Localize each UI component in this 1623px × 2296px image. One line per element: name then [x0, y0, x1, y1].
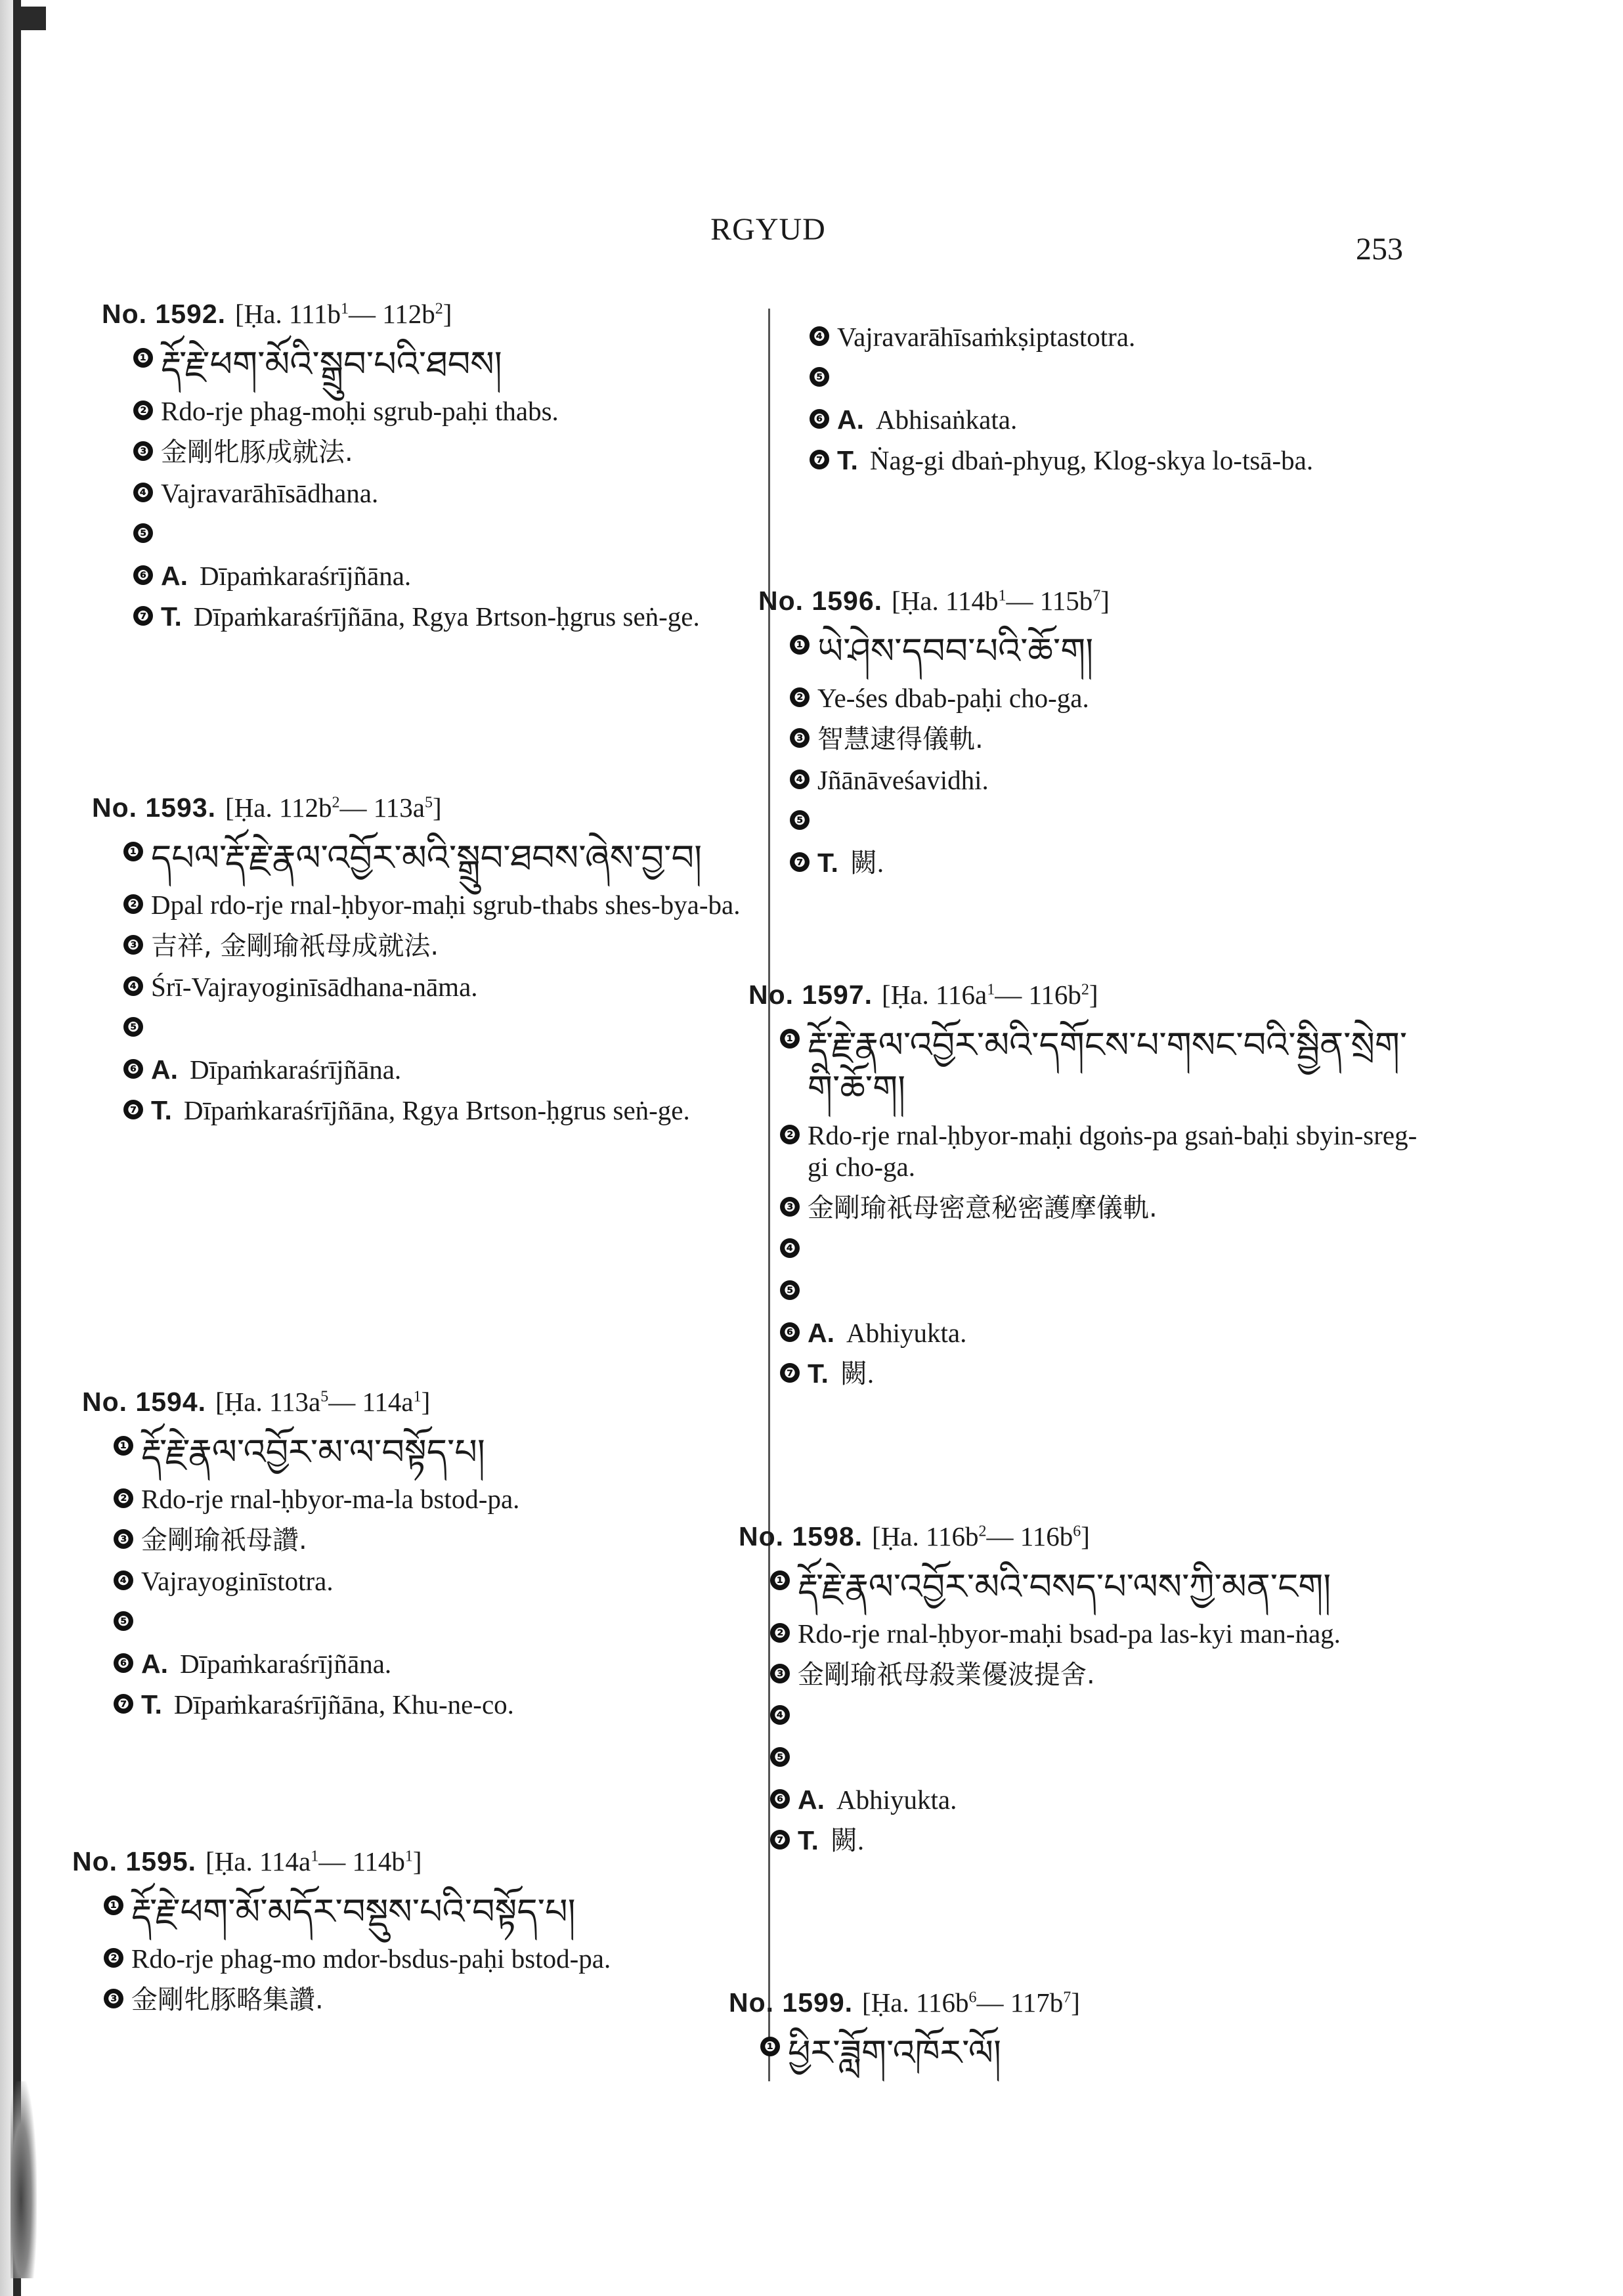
entry-field: [739, 1618, 1408, 1649]
field-text: 闕.: [850, 848, 884, 878]
tibetan-title: ཕྱིར་ཟློག་འཁོར་ལོ།: [788, 2032, 1001, 2073]
field-marker: ❹: [114, 1570, 133, 1590]
entry-field: [92, 1094, 762, 1126]
field-marker: ❹: [790, 769, 810, 789]
folio-reference: [Ḥa. $112b^2—$ $113a^5$]: [225, 792, 442, 823]
folio-line: 1: [311, 1848, 319, 1865]
entry-field: [758, 805, 1428, 838]
folio-line: 6: [1073, 1523, 1081, 1540]
entry-number: No. 1594.: [82, 1387, 207, 1417]
field-text: Śrī-Vajrayoginīsādhana-nāma.: [151, 972, 478, 1002]
entry-field: [748, 1275, 1418, 1308]
entry-field: [82, 1648, 752, 1679]
field-marker: ❷: [104, 1948, 123, 1968]
entry-number: No. 1598.: [739, 1521, 863, 1551]
field-text: Rdo-rje phag-mo mdor-bsdus-paḥi bstod-pa.: [131, 1943, 611, 1974]
field-marker: ❶: [790, 635, 810, 655]
field-marker: ❸: [123, 935, 143, 955]
folio-line: 1: [987, 981, 995, 999]
field-text: Ṅag-gi dbaṅ-phyug, Klog-skya lo-tsā-ba.: [869, 445, 1314, 475]
field-marker: ❸: [770, 1664, 790, 1683]
catalog-entry: [102, 294, 771, 632]
field-text: Dīpaṁkaraśrījñāna.: [190, 1054, 402, 1085]
field-marker: ❼: [810, 450, 829, 469]
catalog-entry: [748, 975, 1418, 1389]
folio-line: 5: [424, 794, 433, 812]
entry-field: [82, 1431, 752, 1474]
entry-number: No. 1599.: [729, 1987, 854, 2018]
field-text: Vajrayoginīstotra.: [141, 1566, 334, 1596]
catalog-entry: [72, 1842, 742, 2016]
field-text: Rdo-rje rnal-ḥbyor-ma-la bstod-pa.: [141, 1484, 520, 1514]
field-marker: ❶: [770, 1570, 790, 1590]
entry-field: [758, 682, 1428, 714]
entry-field: [102, 560, 771, 592]
field-marker: ❼: [780, 1363, 800, 1383]
entry-field: [92, 1054, 762, 1085]
entry-number: No. 1597.: [748, 980, 873, 1010]
field-label: A.: [798, 1785, 825, 1815]
entry-field: [748, 1119, 1418, 1182]
entry-field: [729, 2031, 1398, 2075]
field-text: Rdo-rje rnal-ḥbyor-maḥi bsad-pa las-kyi man-ṅag.: [798, 1618, 1341, 1649]
field-marker: ❷: [770, 1623, 790, 1643]
entry-field: [748, 1024, 1418, 1110]
folio-line: 2: [435, 300, 443, 318]
entry-field: [92, 889, 762, 921]
field-marker: ❶: [133, 348, 153, 368]
field-marker: ❸: [114, 1529, 133, 1549]
field-marker: ❷: [133, 401, 153, 420]
field-label: A.: [161, 561, 188, 591]
field-text: Vajravarāhīsādhana.: [161, 478, 379, 508]
field-marker: ❺: [790, 810, 810, 830]
scan-blot: [11, 2081, 37, 2278]
field-label: T.: [817, 848, 838, 878]
folio-reference: [Ḥa. $114a^1—$ $114b^1$]: [206, 1846, 422, 1876]
field-marker: ❸: [104, 1989, 123, 2008]
tibetan-title: རྡོ་རྗེ་རྣལ་འབྱོར་མའི་དགོངས་པ་གསང་བའི་སྦྱིན་སྲེག་གི་ཆོ་ག།: [808, 1024, 1408, 1109]
folio-line: 1: [998, 587, 1006, 605]
entry-field: [778, 362, 1448, 395]
field-marker: ❶: [780, 1029, 800, 1049]
chinese-title: 金剛瑜祇母讚.: [141, 1525, 307, 1555]
field-marker: ❸: [133, 441, 153, 461]
field-marker: ❸: [780, 1197, 800, 1217]
entry-field: [102, 601, 771, 632]
entry-field: [739, 1700, 1408, 1733]
entry-field: [92, 1012, 762, 1045]
entry-field: [72, 1983, 742, 2016]
folio-line: 2: [332, 794, 340, 812]
entry-field: [758, 630, 1428, 673]
chinese-title: 金剛牝豚略集讚.: [131, 1985, 324, 2015]
field-text: Ye-śes dbab-paḥi cho-ga.: [817, 683, 1089, 713]
field-marker: ❹: [123, 976, 143, 996]
folio-line: 1: [413, 1388, 422, 1406]
field-text: Jñānāveśavidhi.: [817, 765, 989, 795]
entry-heading: [92, 788, 762, 827]
entry-field: [778, 444, 1448, 476]
field-marker: ❶: [123, 842, 143, 861]
folio-line: 5: [320, 1388, 329, 1406]
field-marker: ❻: [133, 565, 153, 585]
field-marker: ❻: [780, 1322, 800, 1342]
field-text: Dpal rdo-rje rnal-ḥbyor-maḥi sgrub-thabs shes-bya-ba.: [151, 890, 741, 920]
catalog-entry: [729, 1983, 1398, 2075]
field-text: 闕.: [830, 1825, 865, 1855]
field-label: A.: [141, 1649, 168, 1679]
tibetan-title: རྡོ་རྗེ་ཕག་མོའི་སྒྲུབ་པའི་ཐབས།: [161, 343, 502, 385]
field-marker: ❶: [114, 1436, 133, 1456]
tibetan-title: རྡོ་རྗེ་རྣལ་འབྱོར་མའི་བསད་པ་ལས་ཀྱི་མན་ངག།: [798, 1566, 1331, 1607]
chinese-title: 金剛牝豚成就法.: [161, 437, 353, 467]
catalog-entry: [758, 581, 1428, 878]
folio-line: 1: [404, 1848, 413, 1865]
entry-number: No. 1592.: [102, 299, 227, 329]
field-marker: ❺: [780, 1280, 800, 1300]
field-text: Rdo-rje phag-moḥi sgrub-paḥi thabs.: [161, 396, 559, 426]
field-marker: ❻: [810, 409, 829, 429]
entry-field: [102, 518, 771, 551]
entry-field: [82, 1689, 752, 1720]
field-marker: ❶: [760, 2037, 780, 2056]
field-text: Dīpaṁkaraśrījñāna.: [180, 1649, 392, 1679]
entry-field: [739, 1565, 1408, 1609]
entry-number: No. 1596.: [758, 586, 883, 616]
field-label: T.: [161, 601, 182, 632]
tibetan-title: རྡོ་རྗེ་རྣལ་འབྱོར་མ་ལ་བསྟོད་པ།: [141, 1431, 485, 1473]
entry-field: [739, 1825, 1408, 1856]
entry-field: [758, 847, 1428, 878]
entry-field: [82, 1606, 752, 1639]
field-marker: ❷: [123, 894, 143, 914]
field-marker: ❶: [104, 1895, 123, 1915]
entry-field: [82, 1524, 752, 1556]
field-marker: ❺: [133, 523, 153, 543]
folio-reference: [Ḥa. $116b^2—$ $116b^6$]: [872, 1521, 1090, 1551]
entry-field: [102, 343, 771, 386]
field-label: T.: [151, 1095, 172, 1125]
entry-heading: [72, 1842, 742, 1881]
field-text: Dīpaṁkaraśrījñāna.: [200, 561, 412, 591]
entry-field: [739, 1658, 1408, 1691]
tibetan-title: དཔལ་རྡོ་རྗེ་རྣལ་འབྱོར་མའི་སྒྲུབ་ཐབས་ཞེས་བྱ་བ།: [151, 837, 703, 878]
field-text: Rdo-rje rnal-ḥbyor-maḥi dgoṅs-pa gsaṅ-baḥi sbyin-sreg-gi cho-ga.: [808, 1120, 1417, 1182]
entry-heading: [739, 1517, 1408, 1556]
tibetan-title: རྡོ་རྗེ་ཕག་མོ་མདོར་བསྡུས་པའི་བསྟོད་པ།: [131, 1891, 576, 1932]
field-text: Vajravarāhīsaṁkṣiptastotra.: [837, 322, 1136, 352]
field-marker: ❼: [770, 1830, 790, 1850]
entry-heading: [82, 1382, 752, 1421]
entry-field: [82, 1483, 752, 1515]
folio-reference: [Ḥa. $116a^1—$ $116b^2$]: [882, 980, 1098, 1010]
entry-field: [72, 1890, 742, 1934]
catalog-entry: [92, 788, 762, 1126]
field-text: Dīpaṁkaraśrījñāna, Rgya Brtson-ḥgrus seṅ-ge.: [193, 601, 700, 632]
entry-heading: [102, 294, 771, 334]
folio-line: 7: [1093, 587, 1101, 605]
field-marker: ❼: [114, 1694, 133, 1714]
field-label: T.: [798, 1825, 819, 1855]
folio-line: 2: [1081, 981, 1089, 999]
folio-reference: [Ḥa. $111b^1—$ $112b^2$]: [235, 299, 452, 329]
entry-number: No. 1593.: [92, 792, 217, 823]
folio-line: 2: [978, 1523, 987, 1540]
entry-heading: [729, 1983, 1398, 2022]
field-label: T.: [808, 1358, 829, 1389]
entry-field: [748, 1192, 1418, 1224]
catalog-entry: [739, 1517, 1408, 1856]
entry-field: [92, 836, 762, 880]
folio-line: 6: [968, 1989, 977, 2006]
entry-field: [102, 477, 771, 509]
field-marker: ❺: [810, 367, 829, 387]
field-marker: ❼: [123, 1100, 143, 1119]
entry-field: [758, 723, 1428, 755]
entry-field: [739, 1784, 1408, 1815]
field-text: Dīpaṁkaraśrījñāna, Khu-ne-co.: [173, 1689, 514, 1720]
entry-field: [82, 1565, 752, 1597]
field-marker: ❻: [123, 1059, 143, 1079]
folio-reference: [Ḥa. $114b^1—$ $115b^7$]: [892, 586, 1110, 616]
tibetan-title: ཡེ་ཤེས་དབབ་པའི་ཆོ་ག།: [817, 630, 1094, 672]
folio-reference: [Ḥa. $116b^6—$ $117b^7$]: [862, 1987, 1080, 2018]
running-header: RGYUD: [710, 212, 826, 247]
field-text: Abhisaṅkata.: [876, 404, 1018, 435]
entry-field: [102, 395, 771, 427]
field-text: Dīpaṁkaraśrījñāna, Rgya Brtson-ḥgrus seṅ-ge.: [183, 1095, 690, 1125]
field-label: A.: [151, 1054, 178, 1085]
field-marker: ❻: [114, 1653, 133, 1673]
field-text: Abhiyukta.: [836, 1785, 957, 1815]
entry-field: [758, 764, 1428, 796]
entry-field: [739, 1742, 1408, 1775]
folio-line: 7: [1063, 1989, 1071, 2006]
field-marker: ❷: [780, 1125, 800, 1144]
field-marker: ❺: [114, 1611, 133, 1631]
scan-binding-bar: [13, 0, 21, 2296]
catalog-entry: [778, 312, 1448, 476]
scan-corner-mark: [13, 7, 46, 30]
field-marker: ❹: [770, 1705, 790, 1725]
field-marker: ❼: [133, 606, 153, 626]
field-marker: ❸: [790, 728, 810, 748]
entry-field: [92, 930, 762, 962]
field-marker: ❺: [770, 1747, 790, 1767]
folio-line: 1: [340, 300, 349, 318]
folio-reference: [Ḥa. $113a^5—$ $114a^1$]: [215, 1387, 431, 1417]
chinese-title: 吉祥, 金剛瑜祇母成就法.: [151, 931, 439, 961]
page-number: 253: [1356, 232, 1403, 267]
field-label: A.: [808, 1318, 834, 1348]
field-marker: ❹: [810, 326, 829, 346]
entry-field: [72, 1943, 742, 1974]
entry-field: [92, 971, 762, 1003]
entry-heading: [748, 975, 1418, 1014]
field-marker: ❺: [123, 1017, 143, 1037]
entry-field: [748, 1233, 1418, 1266]
field-marker: ❷: [114, 1488, 133, 1508]
field-marker: ❻: [770, 1789, 790, 1809]
entry-heading: [758, 581, 1428, 620]
field-text: Abhiyukta.: [846, 1318, 967, 1348]
field-text: 闕.: [840, 1358, 875, 1389]
entry-field: [748, 1317, 1418, 1349]
field-marker: ❷: [790, 687, 810, 707]
entry-field: [778, 404, 1448, 435]
entry-number: No. 1595.: [72, 1846, 197, 1876]
field-label: T.: [141, 1689, 162, 1720]
catalog-entry: [82, 1382, 752, 1720]
field-label: T.: [837, 445, 858, 475]
entry-field: [778, 321, 1448, 353]
field-marker: ❼: [790, 852, 810, 872]
field-marker: ❹: [780, 1238, 800, 1258]
field-marker: ❹: [133, 483, 153, 502]
chinese-title: 智慧逮得儀軌.: [817, 724, 984, 754]
chinese-title: 金剛瑜祇母殺業優波提舍.: [798, 1660, 1095, 1690]
field-label: A.: [837, 404, 864, 435]
entry-field: [748, 1358, 1418, 1389]
entry-field: [102, 436, 771, 468]
chinese-title: 金剛瑜祇母密意秘密護摩儀軌.: [808, 1193, 1158, 1223]
